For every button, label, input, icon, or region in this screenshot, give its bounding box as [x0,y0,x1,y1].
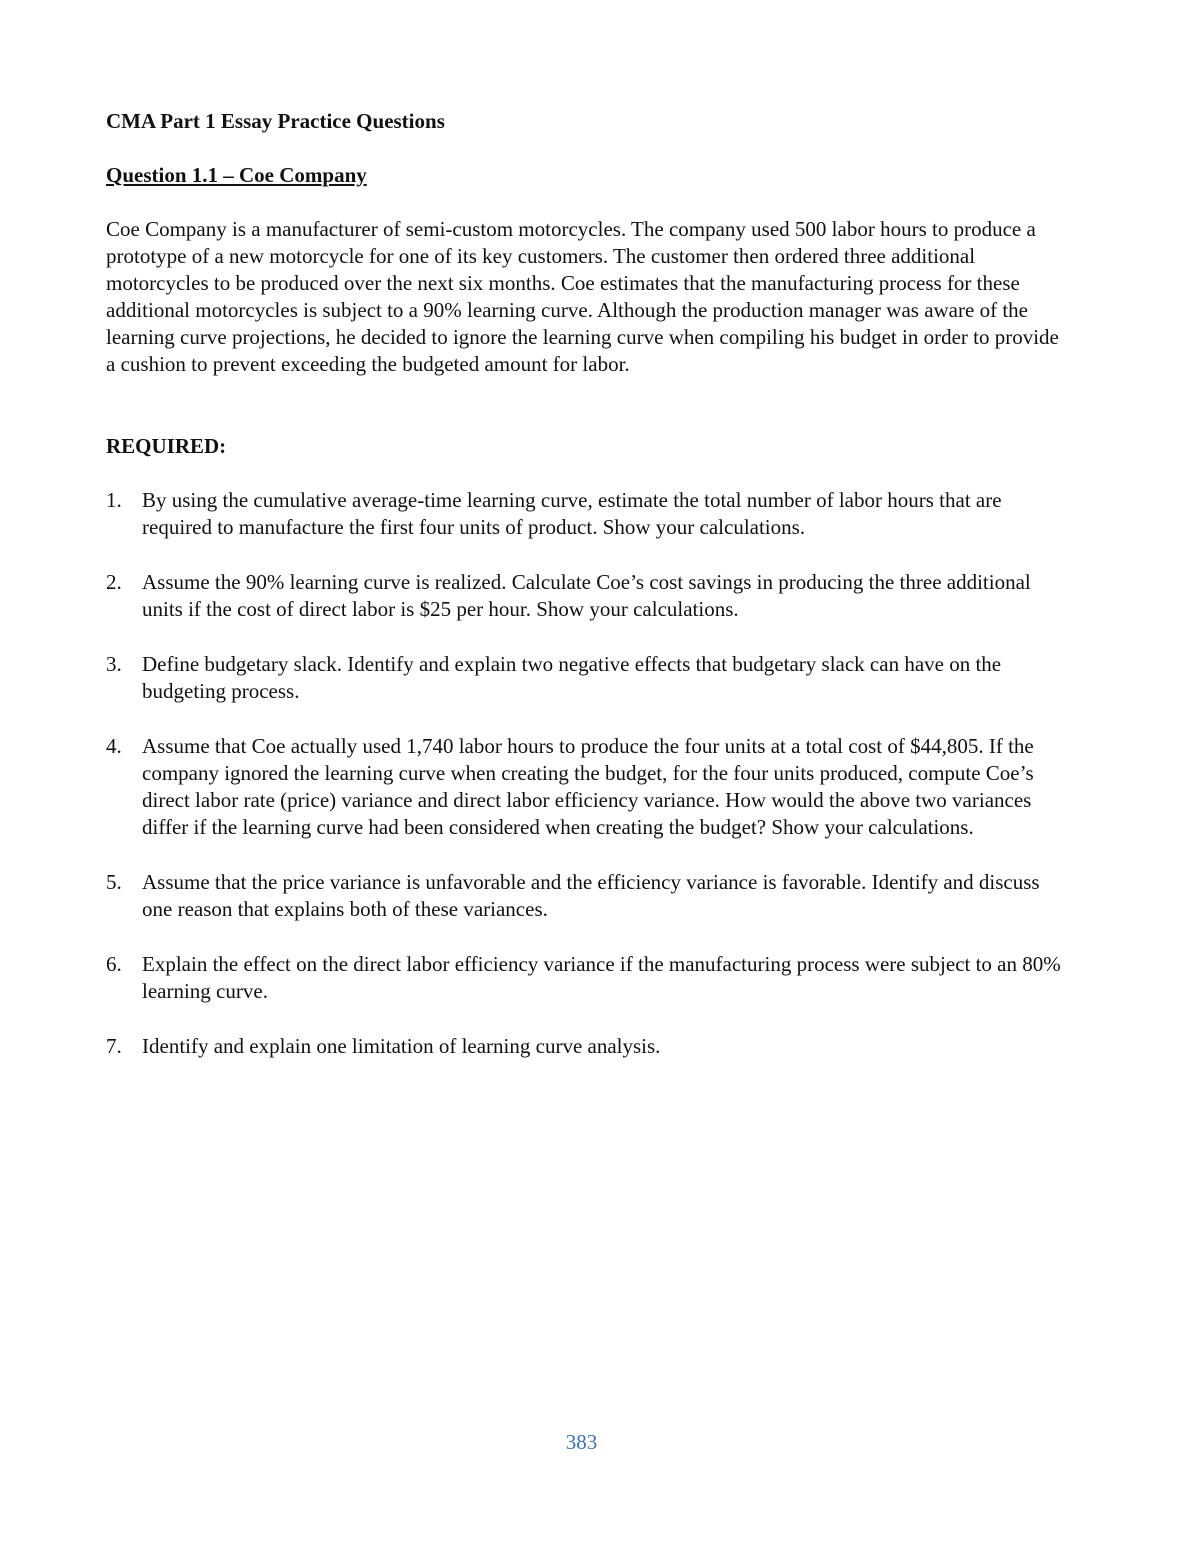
item-number: 3. [106,652,122,676]
list-item [106,569,1066,623]
item-number: 4. [106,734,122,758]
item-number: 2. [106,570,122,594]
intro-paragraph: Coe Company is a manufacturer of semi-custom motorcycles. The company used 500 labor hours to produce a prototype of a new motorcycle for one of its key customers. The customer then ordered three additional motorcycles to be produced over the next six months. Coe estimates that the manufacturing process for these additional motorcycles is subject to a 90% learning curve. Although the production manager was aware of the learning curve projections, he decided to ignore the learning curve when compiling his budget in order to provide a cushion to prevent exceeding the budgeted amount for labor. [106,217,1059,376]
item-text: Assume the 90% learning curve is realized. Calculate Coe’s cost savings in producing the three additional units if the cost of direct labor is $25 per hour. Show your calculations. [142,570,1031,621]
item-text: By using the cumulative average-time learning curve, estimate the total number of labor hours that are required to manufacture the first four units of product. Show your calculations. [142,488,1002,539]
list-item [106,1033,1066,1060]
required-label: REQUIRED: [106,434,227,458]
item-text: Assume that the price variance is unfavorable and the efficiency variance is favorable. Identify and discuss one reason that explains both of these variances. [142,870,1040,921]
list-item [106,651,1066,705]
item-number: 7. [106,1034,122,1058]
item-text: Identify and explain one limitation of learning curve analysis. [142,1034,661,1058]
list-item [106,951,1066,1005]
item-text: Explain the effect on the direct labor efficiency variance if the manufacturing process were subject to an 80% learning curve. [142,952,1061,1003]
list-item [106,869,1066,923]
item-text: Define budgetary slack. Identify and explain two negative effects that budgetary slack can have on the budgeting process. [142,652,1002,703]
item-text: Assume that Coe actually used 1,740 labor hours to produce the four units at a total cost of $44,805. If the company ignored the learning curve when creating the budget, for the four units produced, compute Coe’s direct labor rate (price) variance and direct labor efficiency variance. How would the above two variances differ if the learning curve had been considered when creating the budget? Show your calculations. [142,734,1034,839]
document-title: CMA Part 1 Essay Practice Questions [106,109,445,133]
item-number: 6. [106,952,122,976]
page-number: 383 [565,1430,598,1454]
requirements-list [106,487,1066,1088]
list-item [106,733,1066,841]
list-item [106,487,1066,541]
item-number: 5. [106,870,122,894]
item-number: 1. [106,488,122,512]
question-heading: Question 1.1 – Coe Company [106,163,367,187]
